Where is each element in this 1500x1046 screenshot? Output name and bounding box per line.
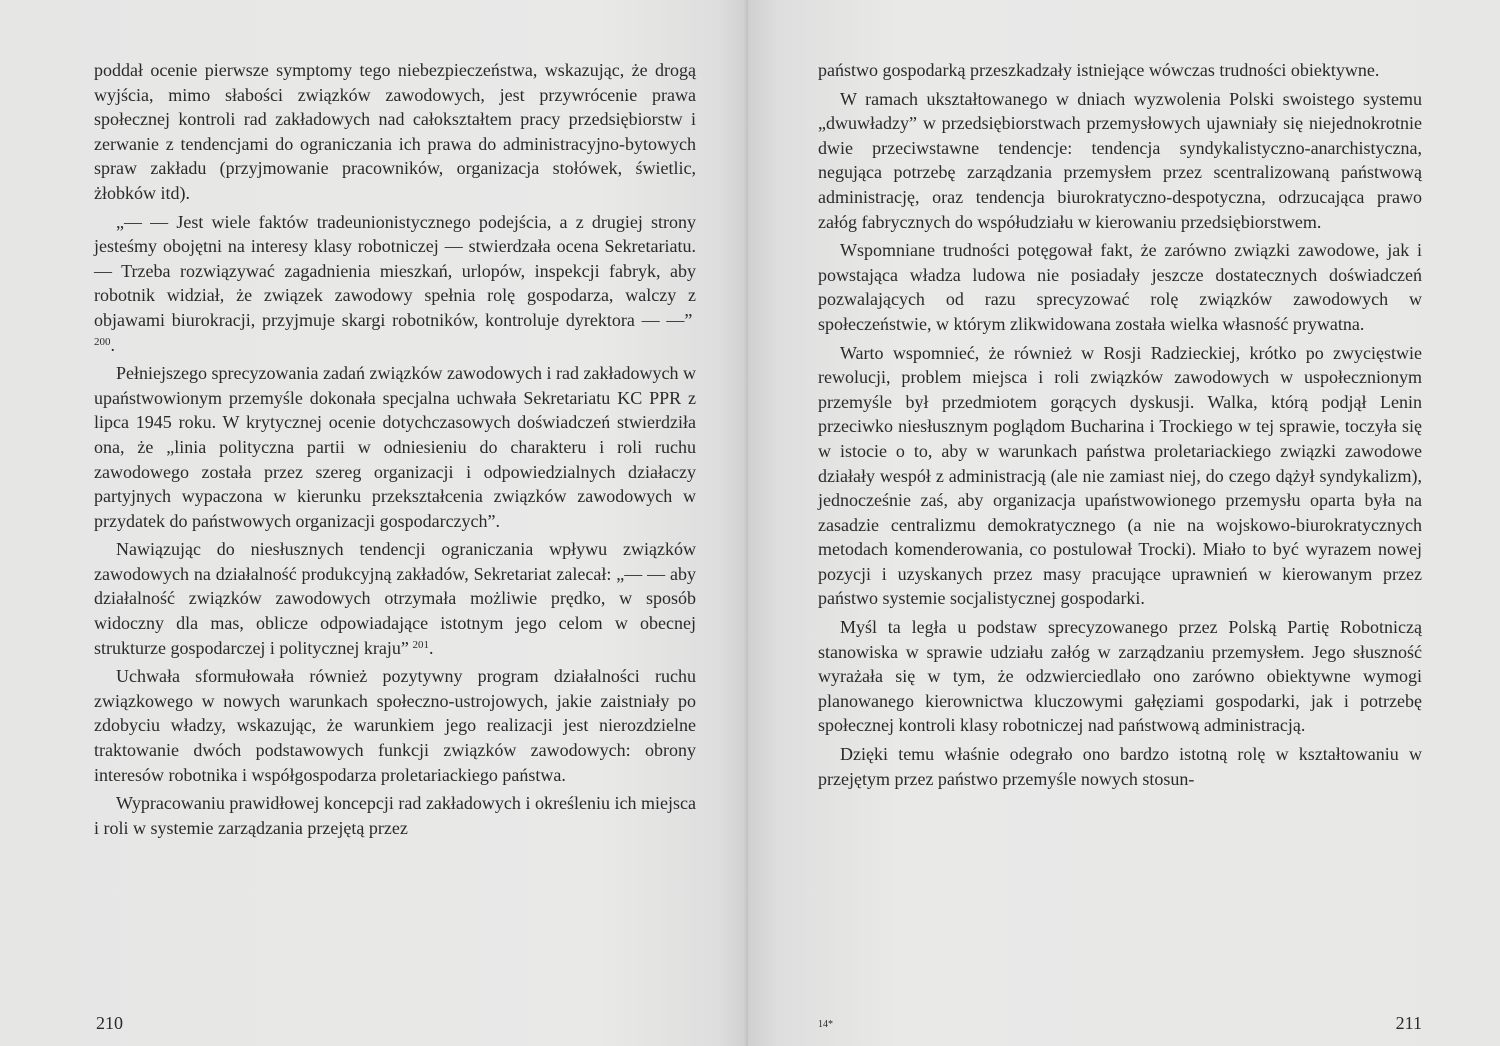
left-paragraph-3: Pełniejszego sprecyzowania zadań związków zawodowych i rad zakładowych w upaństwowionym przemyśle dokonała specjalna uchwała Sekretariatu KC PPR z lipca 1945 roku. W krytycznej ocenie dotychczasowych doświadczeń stwierdziła ona, że „linia polityczna partii w odniesieniu do charakteru i roli ruchu zawodowego została przez szereg organizacji i odpowiedzialnych działaczy partyjnych wypaczona w kierunku przekształcenia związków zawodowych w przydatek do państwowych organizacji gospodarczych”.: [94, 363, 696, 531]
right-paragraph-4: Warto wspomnieć, że również w Rosji Radzieckiej, krótko po zwycięstwie rewolucji, problem miejsca i roli związków zawodowych w uspołecznionym przemyśle był przedmiotem gorących dyskusji. Walka, którą podjął Lenin przeciwko niesłusznym poglądom Bucharina i Trockiego w tej sprawie, toczyła się w istocie o to, aby w warunkach państwa proletariackiego związki zawodowe działały wespół z administracją (ale nie zamiast niej, do czego dążył syndykalizm), jednocześnie zaś, aby organizacja upaństwowionego przemysłu oparta była na zasadzie centralizmu demokratycznego (a nie na wojskowo-biurokratycznych metodach komenderowania, co postulował Trocki). Miało to być wyrazem nowej pozycji i uzyskanych przez masy pracujące uprawnień w kierowanym przez państwo systemie socjalistycznej gospodarki.: [818, 342, 1422, 609]
left-paragraph-4-text: Nawiązując do niesłusznych tendencji ograniczania wpływu związków zawodowych na działalność produkcyjną zakładów, Sekretariat zalecał: „— — aby działalność związków zawodowych otrzymała możliwie prędko, w sposób widoczny dla mas, oblicze odpowiadające istotnym jego celom w obecnej strukturze gospodarczej i politycznej kraju”: [94, 539, 696, 658]
right-paragraph-3: Wspomniane trudności potęgował fakt, że zarówno związki zawodowe, jak i powstająca władza ludowa nie posiadały jeszcze dostatecznych doświadczeń pozwalających od razu sprecyzować rolę związków zawodowych w społeczeństwie, w którym zlikwidowana została wielka własność prywatna.: [818, 240, 1422, 334]
right-page: [748, 0, 1500, 1046]
right-paragraph-5: Myśl ta legła u podstaw sprecyzowanego przez Polską Partię Robotniczą stanowiska w sprawie udziału załóg w zarządzaniu przemysłem. Jego słuszność wyrażała się w tym, że odzwierciedlało ono zarówno obiektywne wymogi planowanego kierownictwa kluczowymi gałęziami gospodarki, jak i potrzebę społecznej kontroli klasy robotniczej nad państwową administracją.: [818, 617, 1422, 736]
left-paragraph-2: „— — Jest wiele faktów tradeunionistycznego podejścia, a z drugiej strony jesteśmy obojętni na interesy klasy robotniczej — stwierdzała ocena Sekretariatu. — Trzeba rozwiązywać zagadnienia mieszkań, urlopów, inspekcji fabryk, aby robotnik widział, że związek zawodowy spełnia rolę gospodarza, walczy z objawami biurokracji, przyjmuje skargi robotników, kontroluje dyrektora — —” $^{200}$.: [94, 211, 696, 355]
left-paragraph-2-text: „— — Jest wiele faktów tradeunionistycznego podejścia, a z drugiej strony jesteśmy obojętni na interesy klasy robotniczej — stwierdzała ocena Sekretariatu. — Trzeba rozwiązywać zagadnienia mieszkań, urlopów, inspekcji fabryk, aby robotnik widział, że związek zawodowy spełnia rolę gospodarza, walczy z objawami biurokracji, przyjmuje skargi robotników, kontroluje dyrektora — —”: [94, 211, 696, 330]
right-paragraph-1: państwo gospodarką przeszkadzały istniejące wówczas trudności obiektywne.: [818, 60, 1380, 80]
left-paragraph-4: Nawiązując do niesłusznych tendencji ograniczania wpływu związków zawodowych na działalność produkcyjną zakładów, Sekretariat zalecał: „— — aby działalność związków zawodowych otrzymała możliwie prędko, w sposób widoczny dla mas, oblicze odpowiadające istotnym jego celom w obecnej strukturze gospodarczej i politycznej kraju” $^{201}$.: [94, 539, 696, 658]
right-paragraph-2: W ramach ukształtowanego w dniach wyzwolenia Polski swoistego systemu „dwuwładzy” w przedsiębiorstwach przemysłowych ujawniały się niejednokrotnie dwie przeciwstawne tendencje: tendencja syndykalistyczno-anarchistyczna, negująca potrzebę zarządzania przemysłem przez scentralizowaną państwową administrację, oraz tendencja biurokratyczno-despotyczna, odrzucająca prawo załóg fabrycznych do współudziału w kierowaniu przedsiębiorstwem.: [818, 88, 1422, 232]
footnote-ref-201: 201: [412, 638, 429, 651]
left-paragraph-6: Wypracowaniu prawidłowej koncepcji rad zakładowych i określeniu ich miejsca i roli w systemie zarządzania przejętą przez: [94, 793, 696, 838]
footnote-ref-200: 200: [94, 335, 111, 348]
signature-mark: 14*: [818, 1019, 833, 1030]
right-page-text: [818, 58, 1422, 791]
left-paragraph-5: Uchwała sformułowała również pozytywny program działalności ruchu związkowego w nowych warunkach społeczno-ustrojowych, jakie zaistniały po zdobyciu władzy, wskazując, że warunkiem jego realizacji jest nierozdzielne traktowanie dwóch podstawowych funkcji związków zawodowych: obrony interesów robotnika i współgospodarza proletariackiego państwa.: [94, 666, 696, 785]
page-number-right: 211: [1395, 1013, 1422, 1033]
right-paragraph-6: Dzięki temu właśnie odegrało ono bardzo istotną rolę w kształtowaniu w przejętym przez państwo przemyśle nowych stosun-: [818, 744, 1422, 789]
left-page: [0, 0, 748, 1046]
page-number-left: 210: [96, 1013, 123, 1033]
left-paragraph-1: poddał ocenie pierwsze symptomy tego niebezpieczeństwa, wskazując, że drogą wyjścia, mimo słabości związków zawodowych, jest przywrócenie prawa społecznej kontroli rad zakładowych nad całokształtem pracy przedsiębiorstw i zerwanie z tendencjami do ograniczania ich prawa do administracyjno-bytowych spraw zakładu (przyjmowanie pracowników, organizacja stołówek, świetlic, żłobków itd).: [94, 60, 696, 203]
left-page-text: [94, 58, 696, 840]
